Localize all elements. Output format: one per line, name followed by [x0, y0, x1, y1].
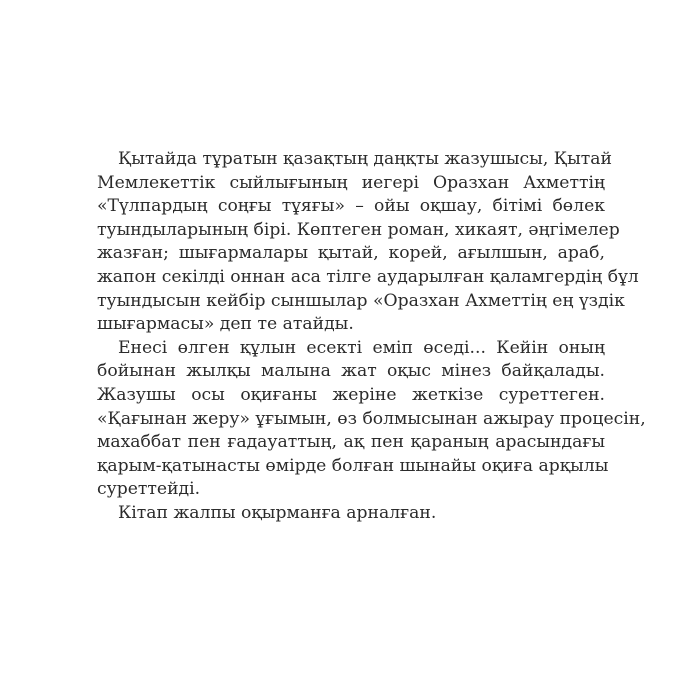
text-line: суреттейді. — [97, 479, 201, 500]
text-line: махаббат пен ғадауаттың, ақ пен қараның арасындағы — [97, 432, 605, 453]
text-line: Жазушы осы оқиғаны жеріне жеткізе суреттеген. — [97, 384, 605, 405]
text-line: Мемлекеттік сыйлығының иегері Оразхан Ахметтің — [97, 172, 605, 193]
document-page — [97, 148, 646, 526]
text-line: қарым-қатынасты өмірде болған шынайы оқиға арқылы — [97, 455, 609, 476]
text-line: жапон секілді оннан аса тілге аударылған қаламгердің бұл — [97, 266, 639, 287]
text-line: Енесі өлген құлын есекті еміп өседі... Кейін оның — [118, 337, 605, 358]
text-line: «Түлпардың соңғы тұяғы» – ойы оқшау, бітімі бөлек — [97, 196, 605, 217]
text-line: туындыларының бірі. Көптеген роман, хикаят, әңгімелер — [97, 219, 620, 240]
text-line: шығармасы» деп те атайды. — [97, 314, 354, 335]
text-line: бойынан жылқы малына жат оқыс мінез байқалады. — [97, 361, 605, 382]
text-line: «Қағынан жеру» ұғымын, өз болмысынан ажырау процесін, — [97, 408, 646, 429]
text-line: туындысын кейбір сыншылар «Оразхан Ахметтің ең үздік — [97, 290, 625, 311]
text-line: жазған; шығармалары қытай, корей, ағылшын, араб, — [97, 243, 605, 264]
text-line: Кітап жалпы оқырманға арналған. — [118, 502, 437, 523]
text-line: Қытайда тұратын қазақтың даңқты жазушысы, Қытай — [118, 149, 612, 169]
paragraph — [97, 502, 605, 526]
paragraph — [97, 337, 646, 502]
paragraph — [97, 148, 639, 337]
